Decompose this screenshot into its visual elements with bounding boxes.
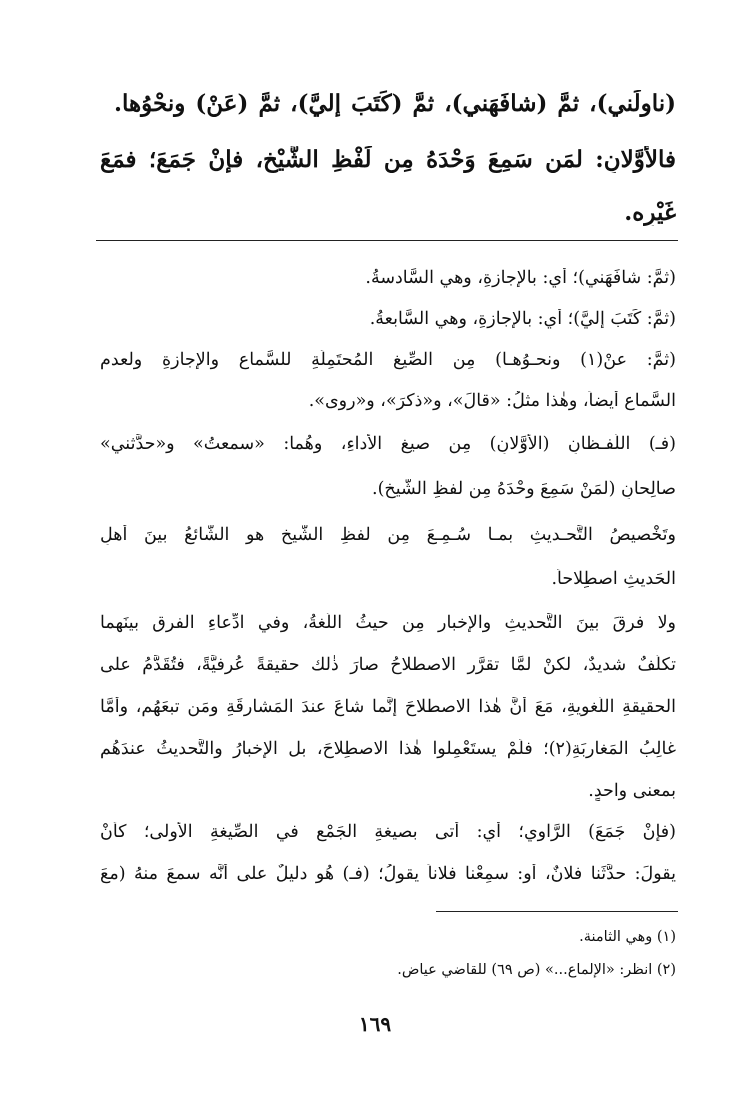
sharh-line-5: (فـ) اللَّفـظانِ (الأوَّلانِ) مِن صيغِ الأداءِ، وهُما: «سمعتُ» و«حدَّثني» xyxy=(100,434,676,454)
sharh-line-12: غالِبُ المَغارِبَةِ(٢)؛ فلَمْ يستَعْمِلوا هٰذا الاصطِلاحَ، بل الإخبارُ والتَّحديثُ عندَهُم xyxy=(100,739,676,759)
sharh-line-11: الحقيقةِ اللُّغويةِ، مَعَ أنَّ هٰذا الاصطلاحَ إنَّما شاعَ عندَ المَشارقَةِ ومَن تبعَهُم، وأمَّا xyxy=(100,697,676,717)
sharh-line-14: (فإنْ جَمَعَ) الرَّاوي؛ أي: أتى بصيغةِ الجَمْعِ في الصِّيغةِ الأولى؛ كأنْ xyxy=(100,822,676,842)
sharh-line-13: بمعنى واحدٍ. xyxy=(588,781,676,801)
sharh-line-15: يقولَ: حدَّثَنا فلانٌ، أو: سمِعْنا فلاناً يقولُ؛ (فـ) هُو دليلٌ على أنَّه سمعَ منهُ (معَ xyxy=(100,864,676,884)
footnote-1: (١) وهي الثامنة. xyxy=(579,929,676,945)
sharh-line-1: (ثمَّ: شافَهَني)؛ أي: بالإجازةِ، وهي السَّادسةُ. xyxy=(365,268,676,288)
page-number: ١٦٩ xyxy=(358,1012,392,1036)
sharh-line-6: صالِحانِ (لمَنْ سَمِعَ وحْدَهُ مِن لفظِ الشَّيخِ). xyxy=(372,479,676,499)
sharh-line-3: (ثمَّ: عنْ(١) ونحـوُهـا) مِن الصِّيغِ المُحتَمِلَةِ للسَّماعِ والإجازةِ ولعدمِ xyxy=(100,350,676,370)
footnote-separator-rule xyxy=(436,911,678,912)
sharh-line-4: السَّماعِ أيضاً، وهٰذا مثلُ: «قالَ»، و«ذكرَ»، و«روى». xyxy=(308,391,676,411)
sharh-line-9: ولا فرقَ بينَ التَّحديثِ والإخبارِ مِن حيثُ اللُّغةُ، وفي ادِّعاءِ الفرقِ بينَهما xyxy=(100,613,676,633)
footnote-2: (٢) انظر: «الإلماع...» (ص ٦٩) للقاضي عياض. xyxy=(397,962,676,978)
matn-line-3: غَيْرِه. xyxy=(624,199,676,226)
sharh-line-8: الحَديثِ اصطِلاحاً. xyxy=(551,569,676,589)
sharh-line-7: وتَخْصيصُ التَّحـديثِ بمـا سُـمِـعَ مِن لفظِ الشَّيخِ هو الشَّائعُ بينَ أهلِ xyxy=(100,525,676,545)
matn-line-2: فالأوَّلانِ: لمَن سَمِعَ وَحْدَهُ مِن لَفْظِ الشَّيْخِ، فإنْ جَمَعَ؛ فمَعَ xyxy=(100,146,676,173)
sharh-line-2: (ثمَّ: كَتَبَ إليَّ)؛ أي: بالإجازةِ، وهي السَّابعةُ. xyxy=(369,309,676,329)
matn-separator-rule xyxy=(96,240,678,241)
sharh-line-10: تكلُّفٌ شديدٌ، لكنْ لمَّا تقرَّر الاصطلاحُ صارَ ذٰلك حقيقةً عُرفيَّةً، فتُقَدَّمُ على xyxy=(100,655,676,675)
matn-line-1: (ناولَني)، ثمَّ (شافَهَني)، ثمَّ (كَتَبَ إليَّ)، ثمَّ (عَنْ) ونحْوُها. xyxy=(114,90,676,117)
